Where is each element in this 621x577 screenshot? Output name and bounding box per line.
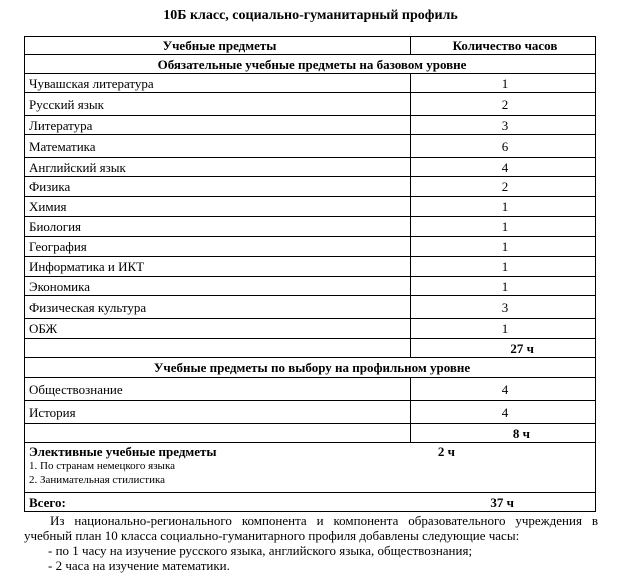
hours-cell: 3 [411,116,596,135]
hours-cell: 1 [411,277,596,296]
table-row [25,177,596,197]
hours-cell: 4 [411,378,596,401]
explanation-paragraph [24,513,598,573]
section2-total-row [25,424,596,443]
table-row [25,257,596,277]
hours-cell: 3 [411,296,596,319]
grand-total-label: Всего: [29,494,66,510]
subject-cell: Химия [25,197,411,217]
page-title: 10Б класс, социально-гуманитарный профиль [163,8,458,23]
paragraph-text: Из национально-регионального компонента и компонента образовательного учреждения в учебный план 10 класса социально-гуманитарного профиля добавлены следующие часы: [24,513,598,543]
table-row [25,217,596,237]
hours-cell: 2 [411,93,596,116]
electives-hours: 2 ч [437,444,455,459]
grand-total-value: 37 ч [490,494,514,510]
subject-cell: Физическая культура [25,296,411,319]
grand-total-row [25,493,596,512]
subject-cell: Литература [25,116,411,135]
subject-cell: Чувашская литература [25,74,411,93]
electives-header [29,444,595,459]
empty-cell [25,339,411,358]
hours-cell: 4 [411,158,596,177]
empty-cell [25,424,411,443]
table-row [25,158,596,177]
electives-cell [25,443,596,493]
hours-cell: 2 [411,177,596,197]
table-row [25,93,596,116]
hours-cell: 1 [411,257,596,277]
table-row [25,197,596,217]
table-row [25,277,596,296]
list-item: 2. Занимательная стилистика [29,474,166,486]
subject-cell: Экономика [25,277,411,296]
list-item: - по 1 часу на изучение русского языка, английского языка, обществознания; [48,543,473,558]
section1-total-row [25,339,596,358]
subject-cell: Обществознание [25,378,411,401]
subject-cell: Биология [25,217,411,237]
hours-cell: 4 [411,401,596,424]
header-hours: Количество часов [411,37,596,55]
table-row [25,116,596,135]
section1-title: Обязательные учебные предметы на базовом уровне [25,55,596,74]
hours-cell: 1 [411,237,596,257]
subject-cell: Русский язык [25,93,411,116]
subject-cell: Физика [25,177,411,197]
electives-row [25,443,596,493]
section2-title: Учебные предметы по выбору на профильном уровне [25,358,596,378]
section1-total: 27 ч [411,339,596,358]
table-row [25,401,596,424]
list-item: - 2 часа на изучение математики. [48,558,230,573]
hours-cell: 6 [411,135,596,158]
table-row [25,319,596,339]
subject-cell: Математика [25,135,411,158]
table-row [25,135,596,158]
section-header-row [25,55,596,74]
subject-cell: Английский язык [25,158,411,177]
curriculum-table [24,36,596,512]
electives-title: Элективные учебные предметы [29,444,217,459]
hours-cell: 1 [411,217,596,237]
table-header-row [25,37,596,55]
table-row [25,378,596,401]
grand-total-cell [25,493,596,512]
header-subjects: Учебные предметы [25,37,411,55]
table-row [25,237,596,257]
section2-total: 8 ч [411,424,596,443]
subject-cell: ОБЖ [25,319,411,339]
hours-cell: 1 [411,197,596,217]
list-item: 1. По странам немецкого языка [29,460,176,472]
hours-cell: 1 [411,74,596,93]
hours-cell: 1 [411,319,596,339]
subject-cell: История [25,401,411,424]
section-header-row [25,358,596,378]
subject-cell: Информатика и ИКТ [25,257,411,277]
table-row [25,74,596,93]
table-row [25,296,596,319]
subject-cell: География [25,237,411,257]
